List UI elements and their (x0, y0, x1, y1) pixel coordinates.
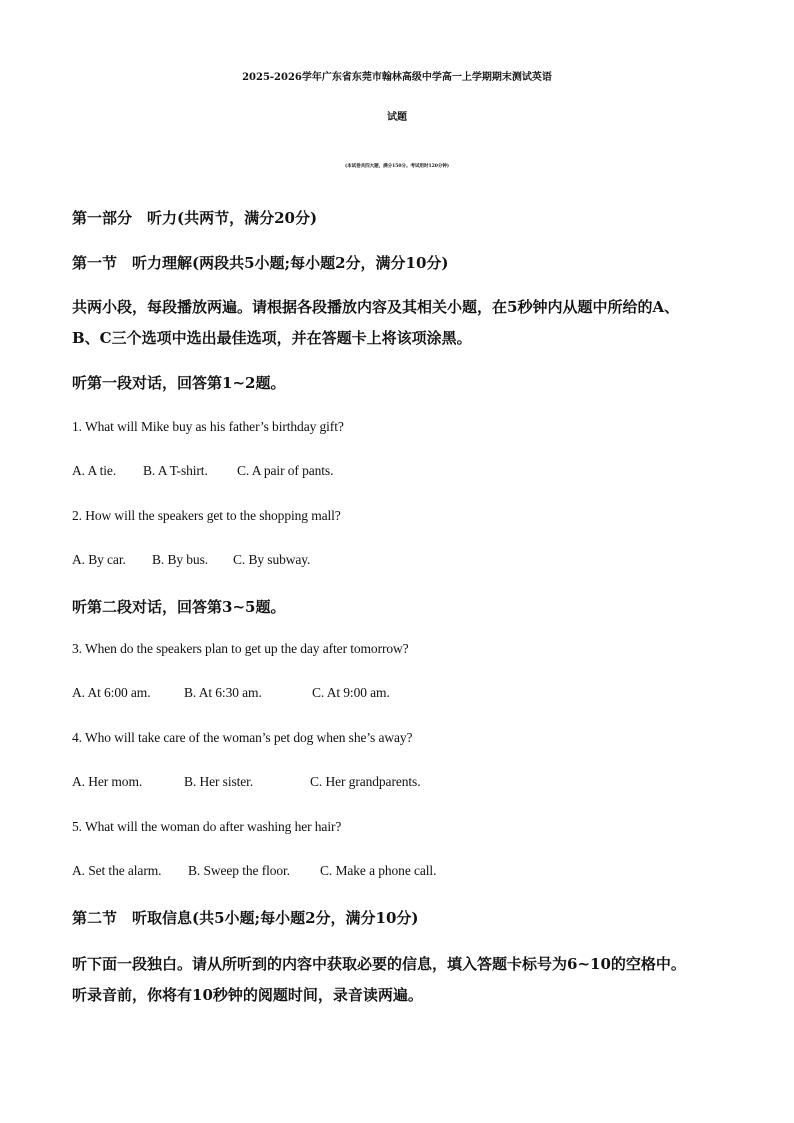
exam-title-line1: 2025-2026学年广东省东莞市翰林高级中学高一上学期期末测试英语 (242, 72, 552, 83)
option-b: B. Her sister. (184, 774, 254, 789)
option-c: C. Make a phone call. (320, 863, 437, 878)
exam-title-line2: 试题 (387, 112, 407, 123)
question-5: 5. What will the woman do after washing her hair? (72, 819, 342, 834)
option-c: C. At 9:00 am. (312, 685, 390, 700)
option-b: B. A T-shirt. (143, 463, 208, 478)
question-5-options (72, 863, 436, 879)
option-a: A. Set the alarm. (72, 863, 162, 878)
question-1-options (72, 463, 333, 479)
option-c: C. A pair of pants. (237, 463, 334, 478)
section1-heading: 第一节 听力理解(两段共5小题;每小题2分，满分10分) (72, 254, 449, 272)
dialog1-heading: 听第一段对话，回答第1~2题。 (72, 374, 286, 392)
question-4-options (72, 774, 420, 790)
exam-subtitle: (本试卷共四大题，满分150分。考试用时120分钟) (344, 164, 450, 169)
option-c: C. Her grandparents. (310, 774, 421, 789)
option-a: A. At 6:00 am. (72, 685, 151, 700)
question-2-options (72, 552, 310, 568)
question-4: 4. Who will take care of the woman’s pet dog when she’s away? (72, 730, 413, 745)
part1-heading: 第一部分 听力(共两节，满分20分) (72, 209, 318, 227)
option-a: A. A tie. (72, 463, 117, 478)
option-c: C. By subway. (233, 552, 311, 567)
dialog2-heading: 听第二段对话，回答第3~5题。 (72, 598, 286, 616)
option-b: B. Sweep the floor. (188, 863, 290, 878)
section1-instruction-line1: 共两小段，每段播放两遍。请根据各段播放内容及其相关小题，在5秒钟内从题中所给的A、 (72, 298, 680, 316)
question-2: 2. How will the speakers get to the shopping mall? (72, 508, 341, 523)
option-a: A. By car. (72, 552, 126, 567)
section1-instruction-line2: B、C三个选项中选出最佳选项，并在答题卡上将该项涂黑。 (72, 329, 472, 347)
question-3: 3. When do the speakers plan to get up the day after tomorrow? (72, 641, 409, 656)
question-3-options (72, 685, 390, 701)
option-b: B. At 6:30 am. (184, 685, 262, 700)
section2-heading: 第二节 听取信息(共5小题;每小题2分，满分10分) (72, 909, 419, 927)
question-1: 1. What will Mike buy as his father’s birthday gift? (72, 419, 344, 434)
section2-instruction-line2: 听录音前，你将有10秒钟的阅题时间，录音读两遍。 (72, 986, 423, 1004)
option-b: B. By bus. (152, 552, 209, 567)
option-a: A. Her mom. (72, 774, 143, 789)
section2-instruction-line1: 听下面一段独白。请从所听到的内容中获取必要的信息，填入答题卡标号为6~10的空格中。 (72, 955, 686, 973)
